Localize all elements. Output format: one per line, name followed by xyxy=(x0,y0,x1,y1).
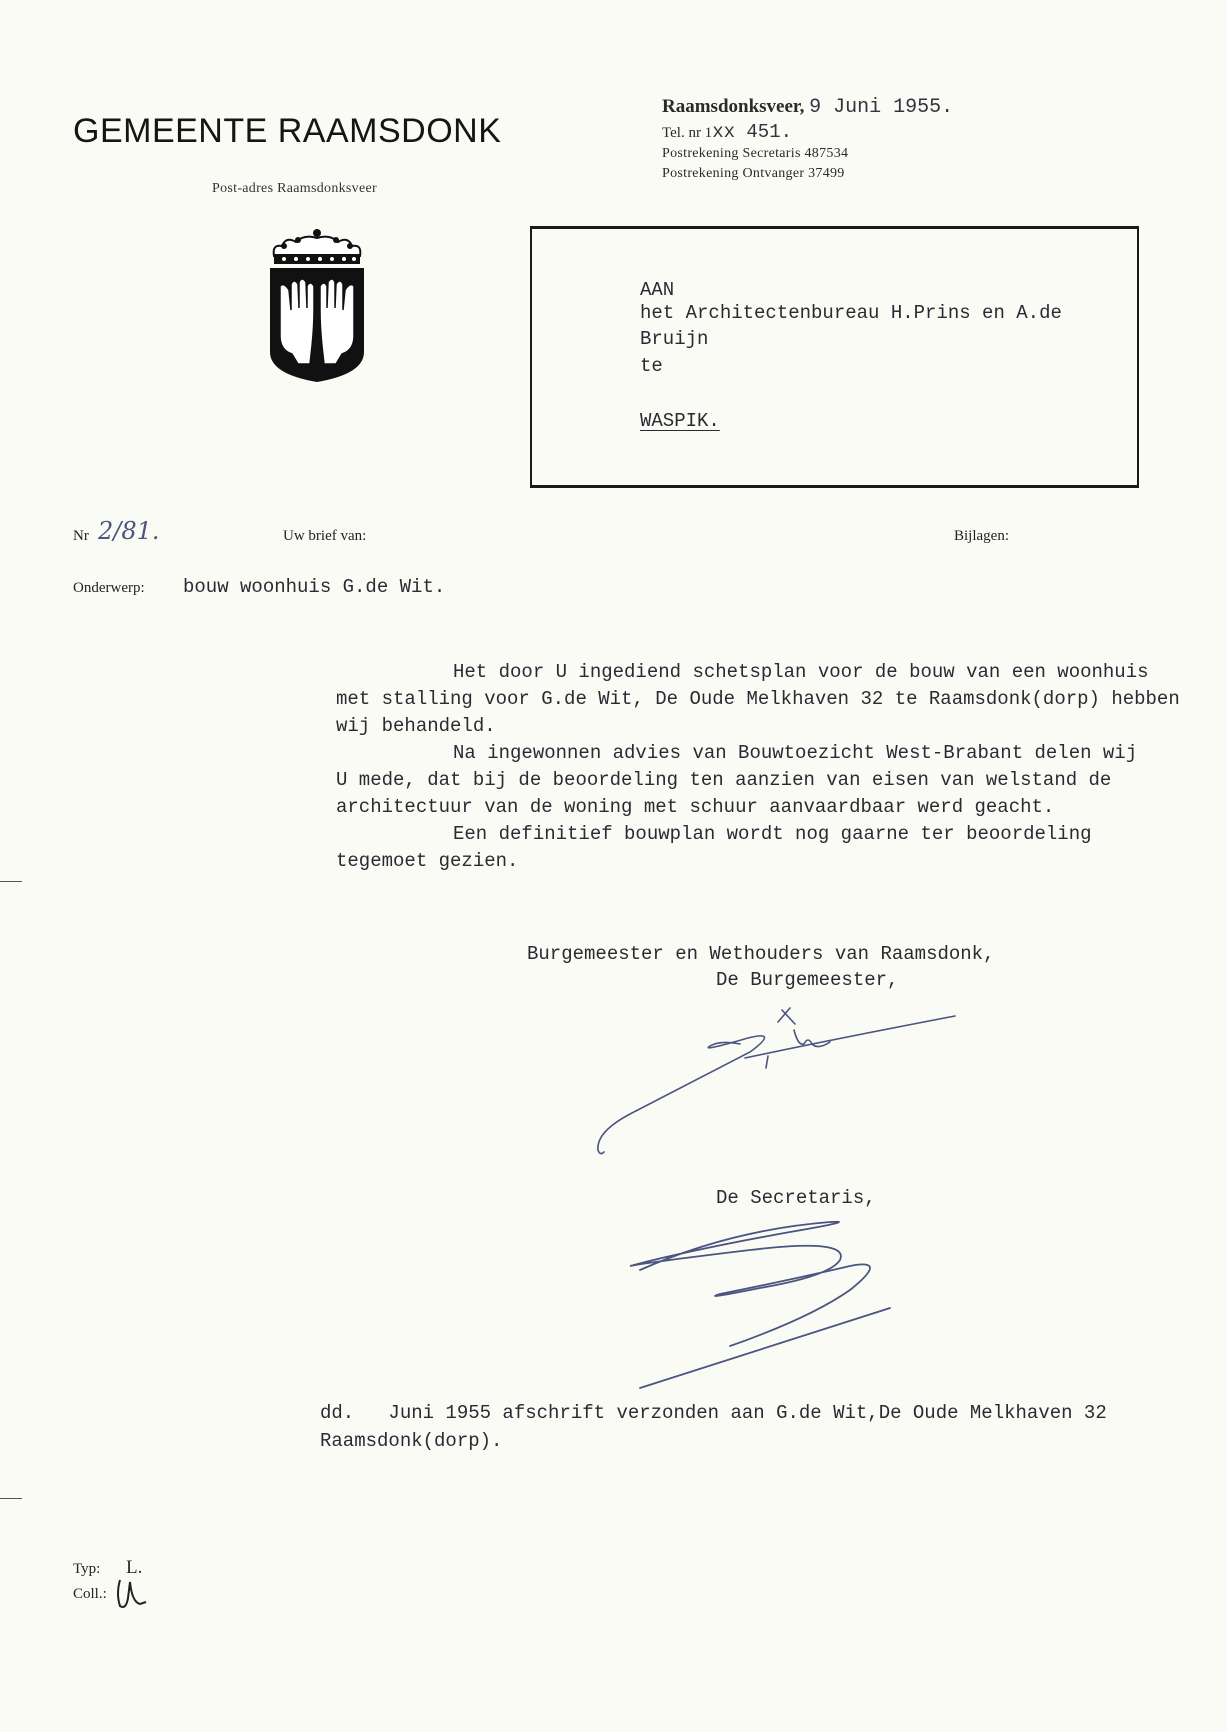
address-box xyxy=(530,226,1139,488)
copy-note-line: dd. Juni 1955 afschrift verzonden aan G.de Wit,De Oude Melkhaven 32 xyxy=(320,1402,1107,1424)
nr-handwritten: 2/81. xyxy=(98,517,160,545)
council-signature-line: Burgemeester en Wethouders van Raamsdonk, xyxy=(527,943,995,965)
fold-mark xyxy=(0,1498,22,1499)
post-address: Post-adres Raamsdonksveer xyxy=(212,181,377,196)
mayor-title: De Burgemeester, xyxy=(716,969,899,991)
address-city: WASPIK. xyxy=(640,410,720,432)
secretary-signature-icon xyxy=(610,1210,910,1400)
typ-value: L. xyxy=(126,1557,143,1578)
municipality-name: GEMEENTE RAAMSDONK xyxy=(73,112,502,150)
fold-mark xyxy=(0,881,22,882)
address-line-recipient-cont: Bruijn xyxy=(640,328,709,350)
tel-label: Tel. nr 1 xyxy=(662,125,713,141)
tel-number: xx 451. xyxy=(712,121,793,143)
onderwerp-label: Onderwerp: xyxy=(73,580,145,596)
address-line-te: te xyxy=(640,355,663,377)
body-line: architectuur van de woning met schuur aanvaardbaar werd geacht. xyxy=(336,796,1055,818)
postrekening-ontvanger: Postrekening Ontvanger 37499 xyxy=(662,166,845,181)
copy-note-line: Raamsdonk(dorp). xyxy=(320,1430,503,1452)
date: 9 Juni 1955. xyxy=(809,96,954,119)
address-line-aan: AAN xyxy=(640,279,675,301)
telephone xyxy=(662,121,792,143)
typ-label: Typ: xyxy=(73,1561,101,1577)
coll-label: Coll.: xyxy=(73,1586,107,1602)
nr-label: Nr xyxy=(73,528,89,544)
body-line: Na ingewonnen advies van Bouwtoezicht West-Brabant delen wij xyxy=(453,742,1138,764)
secretary-title: De Secretaris, xyxy=(716,1187,876,1209)
mayor-signature-icon xyxy=(590,1000,970,1160)
body-line: tegemoet gezien. xyxy=(336,850,519,872)
coll-initial-icon xyxy=(110,1572,150,1612)
postrekening-secretaris: Postrekening Secretaris 487534 xyxy=(662,146,849,161)
place-date xyxy=(662,96,953,119)
body-line: Een definitief bouwplan wordt nog gaarne ter beoordeling xyxy=(453,823,1092,845)
uw-brief-label: Uw brief van: xyxy=(283,528,367,544)
place: Raamsdonksveer, xyxy=(662,96,805,117)
bijlagen-label: Bijlagen: xyxy=(954,528,1009,544)
onderwerp-value: bouw woonhuis G.de Wit. xyxy=(183,576,446,598)
address-line-recipient: het Architectenbureau H.Prins en A.de xyxy=(640,302,1062,324)
body-line: met stalling voor G.de Wit, De Oude Melkhaven 32 te Raamsdonk(dorp) hebben xyxy=(336,688,1180,710)
coat-of-arms-icon xyxy=(264,226,370,384)
body-line: U mede, dat bij de beoordeling ten aanzien van eisen van welstand de xyxy=(336,769,1112,791)
body-line: wij behandeld. xyxy=(336,715,496,737)
body-line: Het door U ingediend schetsplan voor de bouw van een woonhuis xyxy=(453,661,1149,683)
